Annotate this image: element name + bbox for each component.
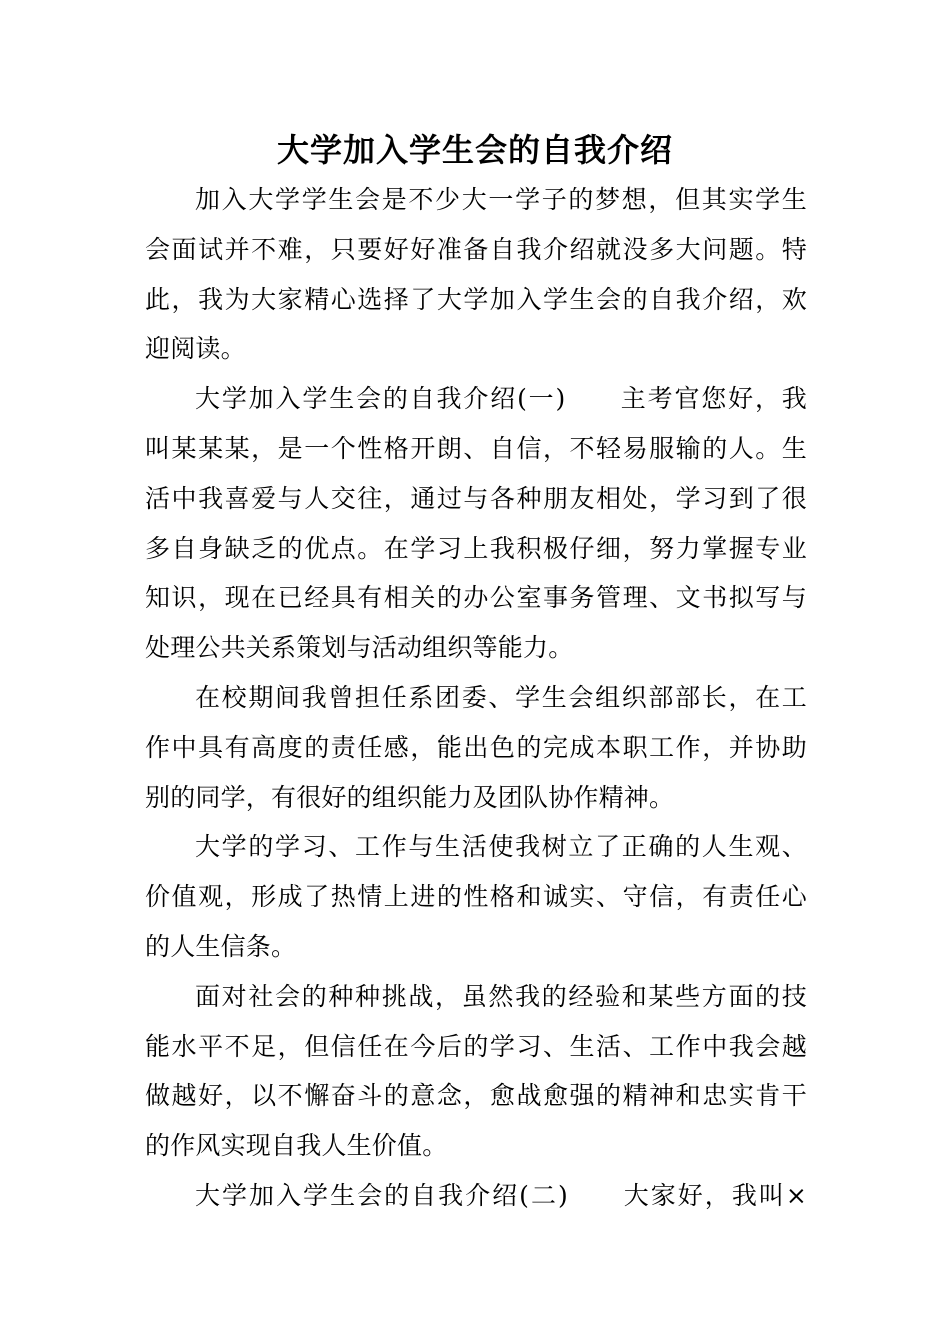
text-line: 能水平不足，但信任在今后的学习、生活、工作中我会越	[145, 1031, 807, 1061]
text-line: 加入大学学生会是不少大一学子的梦想，但其实学生	[195, 185, 807, 214]
text-line: 作中具有高度的责任感，能出色的完成本职工作，并协助	[145, 732, 807, 762]
text-line: 活中我喜爱与人交往，通过与各种朋友相处，学习到了很	[145, 483, 807, 513]
text-line: 的人生信条。	[145, 931, 297, 961]
text-line: 会面试并不难，只要好好准备自我介绍就没多大问题。特	[145, 234, 807, 264]
text-line: 大学的学习、工作与生活使我树立了正确的人生观、	[195, 832, 807, 862]
text-line: 多自身缺乏的优点。在学习上我积极仔细，努力掌握专业	[145, 533, 807, 563]
paragraph-intro	[145, 175, 807, 374]
text-line: 知识，现在已经具有相关的办公室事务管理、文书拟写与	[145, 583, 807, 613]
text-line: 迎阅读。	[145, 334, 246, 364]
text-line: 处理公共关系策划与活动组织等能力。	[145, 633, 574, 663]
text-line: 在校期间我曾担任系团委、学生会组织部部长，在工	[195, 682, 807, 712]
text-line: 面对社会的种种挑战，虽然我的经验和某些方面的技	[195, 981, 807, 1011]
text-line: 此，我为大家精心选择了大学加入学生会的自我介绍，欢	[145, 284, 807, 314]
text-line: 价值观，形成了热情上进的性格和诚实、守信，有责任心	[145, 882, 807, 912]
text-line: 大学加入学生会的自我介绍(二) 大家好，我叫×	[195, 1180, 807, 1210]
paragraph-school-roles	[145, 673, 807, 822]
text-line: 叫某某某，是一个性格开朗、自信，不轻易服输的人。生	[145, 433, 807, 463]
paragraph-intro-one	[145, 374, 807, 673]
text-line: 大学加入学生会的自我介绍(一) 主考官您好，我	[195, 384, 807, 414]
paragraph-values	[145, 822, 807, 971]
text-line: 别的同学，有很好的组织能力及团队协作精神。	[145, 782, 675, 812]
text-line: 做越好，以不懈奋斗的意念，愈战愈强的精神和忠实肯干	[145, 1081, 807, 1111]
paragraph-intro-two	[145, 1171, 807, 1221]
document-title: 大学加入学生会的自我介绍	[276, 131, 673, 169]
paragraph-challenges	[145, 972, 807, 1171]
text-line: 的作风实现自我人生价值。	[145, 1131, 448, 1161]
document-body	[145, 175, 807, 1221]
